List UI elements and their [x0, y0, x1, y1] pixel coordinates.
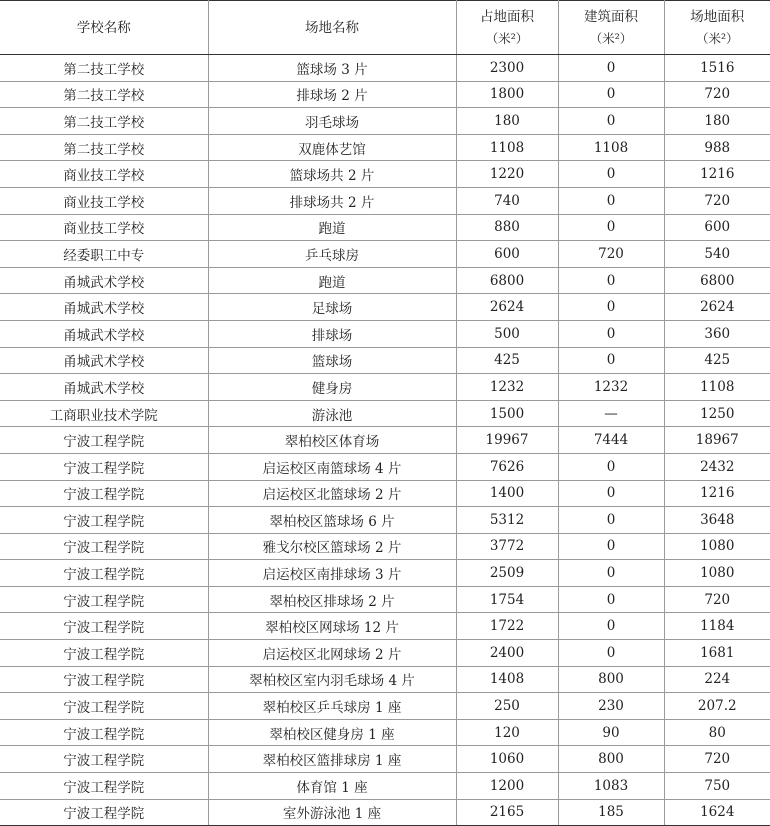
school-name-cell: 宁波工程学院 [0, 666, 208, 693]
land-area-cell: 3772 [456, 533, 558, 560]
venue-area-cell: 6800 [664, 267, 770, 294]
building-area-cell: 0 [558, 453, 664, 480]
school-name-cell: 商业技工学校 [0, 214, 208, 241]
land-area-cell: 6800 [456, 267, 558, 294]
building-area-cell: 0 [558, 214, 664, 241]
building-area-cell: 7444 [558, 427, 664, 454]
school-name-cell: 甬城武术学校 [0, 267, 208, 294]
building-area-cell: 0 [558, 507, 664, 534]
land-area-cell: 1108 [456, 134, 558, 161]
venue-name-cell: 翠柏校区排球场 2 片 [208, 586, 456, 613]
school-name-cell: 宁波工程学院 [0, 560, 208, 587]
venue-area-cell: 1516 [664, 55, 770, 82]
building-area-cell: 1108 [558, 134, 664, 161]
venue-name-cell: 启运校区南篮球场 4 片 [208, 453, 456, 480]
land-area-cell: 1200 [456, 773, 558, 800]
venue-name-cell: 翠柏校区网球场 12 片 [208, 613, 456, 640]
venue-name-cell: 双鹿体艺馆 [208, 134, 456, 161]
table-row [0, 746, 770, 773]
land-area-cell: 500 [456, 320, 558, 347]
venue-name-cell: 健身房 [208, 374, 456, 401]
building-area-cell: 800 [558, 746, 664, 773]
table-body [0, 55, 770, 826]
building-area-cell: 230 [558, 693, 664, 720]
header-building-area: 建筑面积 （米²） [558, 1, 664, 55]
header-land-area-unit: （米²） [485, 30, 529, 46]
table-row [0, 134, 770, 161]
school-name-cell: 宁波工程学院 [0, 640, 208, 667]
building-area-cell: 0 [558, 55, 664, 82]
table-row [0, 400, 770, 427]
venue-name-cell: 乒乓球房 [208, 241, 456, 268]
venue-area-cell: 80 [664, 719, 770, 746]
land-area-cell: 250 [456, 693, 558, 720]
table-row [0, 533, 770, 560]
school-name-cell: 宁波工程学院 [0, 586, 208, 613]
header-row [0, 1, 770, 55]
venue-name-cell: 排球场 [208, 320, 456, 347]
table-header [0, 1, 770, 55]
building-area-cell: 0 [558, 294, 664, 321]
table-row [0, 586, 770, 613]
land-area-cell: 1408 [456, 666, 558, 693]
venue-area-cell: 224 [664, 666, 770, 693]
venue-area-cell: 750 [664, 773, 770, 800]
school-name-cell: 宁波工程学院 [0, 613, 208, 640]
header-land-area: 占地面积 （米²） [456, 1, 558, 55]
land-area-cell: 880 [456, 214, 558, 241]
land-area-cell: 1800 [456, 81, 558, 108]
table-row [0, 108, 770, 135]
venue-area-cell: 600 [664, 214, 770, 241]
land-area-cell: 1060 [456, 746, 558, 773]
land-area-cell: 180 [456, 108, 558, 135]
land-area-cell: 1722 [456, 613, 558, 640]
header-venue-name: 场地名称 [208, 1, 456, 55]
land-area-cell: 2165 [456, 799, 558, 826]
table-row [0, 374, 770, 401]
table-row [0, 347, 770, 374]
venue-name-cell: 启运校区南排球场 3 片 [208, 560, 456, 587]
school-name-cell: 第二技工学校 [0, 134, 208, 161]
land-area-cell: 1754 [456, 586, 558, 613]
building-area-cell: 0 [558, 533, 664, 560]
header-building-area-unit: （米²） [589, 30, 633, 46]
venue-area-cell: 1080 [664, 533, 770, 560]
building-area-cell: 0 [558, 81, 664, 108]
venue-area-cell: 1108 [664, 374, 770, 401]
venue-area-cell: 1216 [664, 161, 770, 188]
venue-area-cell: 720 [664, 187, 770, 214]
land-area-cell: 120 [456, 719, 558, 746]
venue-name-cell: 跑道 [208, 267, 456, 294]
school-name-cell: 甬城武术学校 [0, 294, 208, 321]
venue-name-cell: 游泳池 [208, 400, 456, 427]
venue-name-cell: 翠柏校区室内羽毛球场 4 片 [208, 666, 456, 693]
venue-name-cell: 篮球场共 2 片 [208, 161, 456, 188]
venue-name-cell: 跑道 [208, 214, 456, 241]
building-area-cell: 0 [558, 347, 664, 374]
venue-area-cell: 720 [664, 586, 770, 613]
school-name-cell: 工商职业技术学院 [0, 400, 208, 427]
venue-area-cell: 360 [664, 320, 770, 347]
table-row [0, 55, 770, 82]
school-name-cell: 第二技工学校 [0, 55, 208, 82]
table-row [0, 81, 770, 108]
school-name-cell: 商业技工学校 [0, 161, 208, 188]
building-area-cell: 800 [558, 666, 664, 693]
land-area-cell: 2300 [456, 55, 558, 82]
building-area-cell: 0 [558, 613, 664, 640]
school-name-cell: 第二技工学校 [0, 81, 208, 108]
venue-area-cell: 1080 [664, 560, 770, 587]
building-area-cell: 185 [558, 799, 664, 826]
venue-area-cell: 1250 [664, 400, 770, 427]
building-area-cell: 720 [558, 241, 664, 268]
table-row [0, 320, 770, 347]
table-row [0, 560, 770, 587]
venue-name-cell: 体育馆 1 座 [208, 773, 456, 800]
table-row [0, 294, 770, 321]
table-row [0, 267, 770, 294]
building-area-cell: 0 [558, 586, 664, 613]
building-area-cell: 0 [558, 640, 664, 667]
table-row [0, 161, 770, 188]
venue-name-cell: 翠柏校区篮球场 6 片 [208, 507, 456, 534]
land-area-cell: 600 [456, 241, 558, 268]
school-name-cell: 宁波工程学院 [0, 773, 208, 800]
building-area-cell: 0 [558, 480, 664, 507]
venue-name-cell: 翠柏校区健身房 1 座 [208, 719, 456, 746]
building-area-cell: 0 [558, 267, 664, 294]
venue-name-cell: 翠柏校区体育场 [208, 427, 456, 454]
venue-area-cell: 720 [664, 746, 770, 773]
table-row [0, 613, 770, 640]
table-row [0, 453, 770, 480]
school-name-cell: 甬城武术学校 [0, 347, 208, 374]
venue-name-cell: 室外游泳池 1 座 [208, 799, 456, 826]
venue-name-cell: 翠柏校区乒乓球房 1 座 [208, 693, 456, 720]
venue-area-cell: 3648 [664, 507, 770, 534]
school-name-cell: 宁波工程学院 [0, 507, 208, 534]
venue-area-cell: 180 [664, 108, 770, 135]
table-row [0, 640, 770, 667]
school-name-cell: 经委职工中专 [0, 241, 208, 268]
table-row [0, 187, 770, 214]
school-name-cell: 宁波工程学院 [0, 746, 208, 773]
table-row [0, 480, 770, 507]
table-row [0, 214, 770, 241]
land-area-cell: 5312 [456, 507, 558, 534]
building-area-cell: 0 [558, 161, 664, 188]
land-area-cell: 2509 [456, 560, 558, 587]
school-name-cell: 第二技工学校 [0, 108, 208, 135]
land-area-cell: 1500 [456, 400, 558, 427]
venue-name-cell: 篮球场 [208, 347, 456, 374]
venue-area-cell: 207.2 [664, 693, 770, 720]
venue-name-cell: 启运校区北网球场 2 片 [208, 640, 456, 667]
building-area-cell: 1232 [558, 374, 664, 401]
venue-area-cell: 2624 [664, 294, 770, 321]
venue-area-cell: 2432 [664, 453, 770, 480]
venue-area-cell: 540 [664, 241, 770, 268]
table-row [0, 507, 770, 534]
venue-area-cell: 720 [664, 81, 770, 108]
table-row [0, 719, 770, 746]
land-area-cell: 740 [456, 187, 558, 214]
school-name-cell: 宁波工程学院 [0, 480, 208, 507]
venue-name-cell: 启运校区北篮球场 2 片 [208, 480, 456, 507]
venue-area-cell: 1216 [664, 480, 770, 507]
school-name-cell: 宁波工程学院 [0, 799, 208, 826]
building-area-cell: 0 [558, 187, 664, 214]
school-name-cell: 商业技工学校 [0, 187, 208, 214]
venue-area-cell: 1184 [664, 613, 770, 640]
venue-name-cell: 排球场 2 片 [208, 81, 456, 108]
school-name-cell: 宁波工程学院 [0, 427, 208, 454]
land-area-cell: 2624 [456, 294, 558, 321]
building-area-cell: 90 [558, 719, 664, 746]
building-area-cell: 0 [558, 560, 664, 587]
venue-area-cell: 1681 [664, 640, 770, 667]
venue-name-cell: 羽毛球场 [208, 108, 456, 135]
header-school-name: 学校名称 [0, 1, 208, 55]
land-area-cell: 19967 [456, 427, 558, 454]
table-row [0, 427, 770, 454]
table-row [0, 773, 770, 800]
header-venue-area: 场地面积 （米²） [664, 1, 770, 55]
venue-name-cell: 雅戈尔校区篮球场 2 片 [208, 533, 456, 560]
land-area-cell: 7626 [456, 453, 558, 480]
venue-name-cell: 翠柏校区篮排球房 1 座 [208, 746, 456, 773]
school-name-cell: 宁波工程学院 [0, 533, 208, 560]
land-area-cell: 2400 [456, 640, 558, 667]
school-name-cell: 甬城武术学校 [0, 374, 208, 401]
venue-name-cell: 篮球场 3 片 [208, 55, 456, 82]
venue-area-cell: 425 [664, 347, 770, 374]
venue-name-cell: 排球场共 2 片 [208, 187, 456, 214]
building-area-cell: — [558, 400, 664, 427]
building-area-cell: 0 [558, 320, 664, 347]
venue-area-cell: 988 [664, 134, 770, 161]
land-area-cell: 1400 [456, 480, 558, 507]
header-venue-area-unit: （米²） [695, 30, 739, 46]
school-name-cell: 宁波工程学院 [0, 693, 208, 720]
table-row [0, 693, 770, 720]
table-row [0, 666, 770, 693]
building-area-cell: 1083 [558, 773, 664, 800]
building-area-cell: 0 [558, 108, 664, 135]
land-area-cell: 425 [456, 347, 558, 374]
school-name-cell: 宁波工程学院 [0, 719, 208, 746]
land-area-cell: 1220 [456, 161, 558, 188]
school-name-cell: 甬城武术学校 [0, 320, 208, 347]
venue-area-cell: 18967 [664, 427, 770, 454]
school-name-cell: 宁波工程学院 [0, 453, 208, 480]
venue-name-cell: 足球场 [208, 294, 456, 321]
table-row [0, 241, 770, 268]
land-area-cell: 1232 [456, 374, 558, 401]
venue-area-cell: 1624 [664, 799, 770, 826]
